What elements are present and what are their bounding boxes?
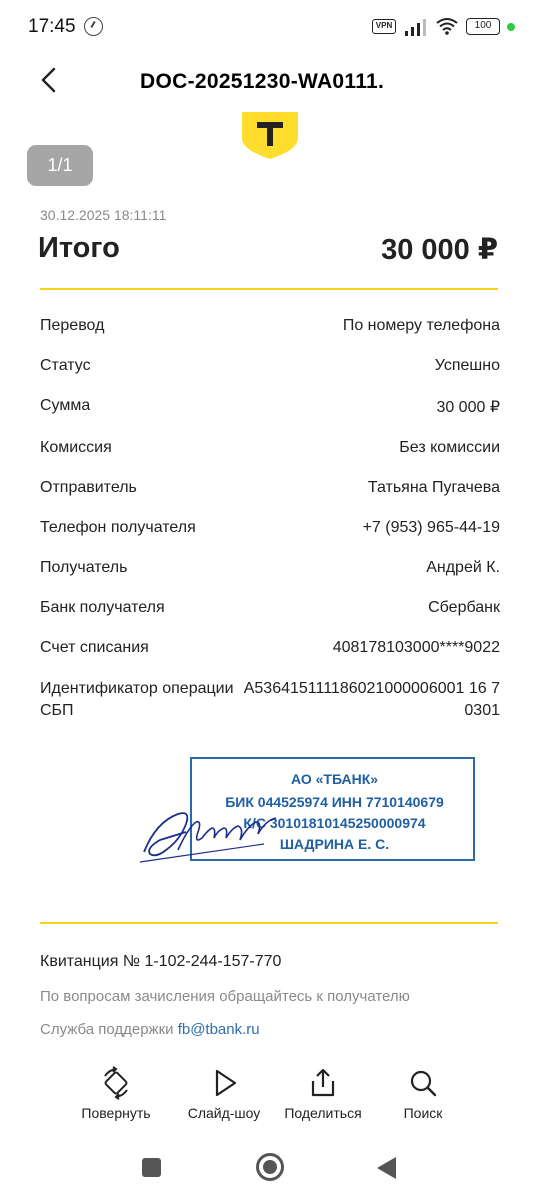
row-value: Успешно <box>434 357 500 374</box>
total-label: Итого <box>38 232 120 264</box>
do-not-disturb-icon <box>84 17 103 36</box>
row-value: Татьяна Пугачева <box>367 479 500 496</box>
share-label: Поделиться <box>284 1105 362 1121</box>
row-key: Сумма <box>40 397 91 414</box>
recipient-note: По вопросам зачисления обращайтесь к получателю <box>40 988 410 1005</box>
row-key: Отправитель <box>40 479 137 496</box>
search-button[interactable] <box>373 1066 473 1121</box>
share-button[interactable] <box>273 1066 373 1121</box>
support-label: Служба поддержки <box>40 1021 174 1038</box>
row-key: Счет списания <box>40 639 149 656</box>
search-icon <box>406 1066 440 1100</box>
vpn-icon: VPN <box>372 19 396 34</box>
row-value: По номеру телефона <box>342 317 500 334</box>
slideshow-label: Слайд-шоу <box>187 1105 261 1121</box>
back-arrow-icon[interactable] <box>36 66 64 94</box>
support-line <box>40 1021 260 1038</box>
home-button[interactable] <box>256 1153 284 1181</box>
support-email-link[interactable]: fb@tbank.ru <box>177 1021 260 1038</box>
status-bar <box>0 0 540 56</box>
tbank-logo <box>242 112 298 160</box>
search-label: Поиск <box>403 1105 443 1121</box>
divider-bottom <box>40 922 498 924</box>
row-key: Комиссия <box>40 439 112 456</box>
nav-back-button[interactable] <box>377 1157 396 1179</box>
row-key: Получатель <box>40 559 128 576</box>
row-key: Статус <box>40 357 91 374</box>
row-key: Перевод <box>40 317 105 334</box>
rotate-button[interactable] <box>66 1066 166 1121</box>
share-icon <box>306 1066 340 1100</box>
row-key: Идентификатор операции СБП <box>40 680 234 719</box>
row-value: A536415111186021000006001 16 70301 <box>243 680 500 719</box>
rotate-label: Повернуть <box>81 1105 151 1121</box>
divider-top <box>40 288 498 290</box>
stamp-bank-name: АО «ТБАНК» <box>290 771 379 787</box>
status-time: 17:45 <box>28 16 76 37</box>
stamp-bik-inn: БИК 044525974 ИНН 7710140679 <box>225 794 444 810</box>
page-indicator: 1/1 <box>27 145 93 186</box>
row-value: 408178103000****9022 <box>332 639 500 656</box>
row-value: Сбербанк <box>428 599 500 616</box>
wifi-icon <box>436 17 458 35</box>
receipt-datetime: 30.12.2025 18:11:11 <box>40 207 167 223</box>
row-value: Без комиссии <box>399 439 500 456</box>
row-value: 30 000 ₽ <box>436 399 500 416</box>
recent-apps-button[interactable] <box>142 1158 161 1177</box>
row-value: +7 (953) 965-44-19 <box>362 519 500 536</box>
receipt-number: Квитанция № 1-102-244-157-770 <box>40 953 282 970</box>
signal-icon <box>404 18 428 36</box>
privacy-indicator-dot <box>507 23 515 31</box>
stamp-signatory: ШАДРИНА Е. С. <box>279 836 390 852</box>
row-key: Банк получателя <box>40 599 165 616</box>
rotate-icon <box>99 1066 133 1100</box>
play-icon <box>207 1066 241 1100</box>
handwritten-signature <box>136 792 286 870</box>
row-value: Андрей К. <box>426 559 500 576</box>
battery-icon: 100 <box>466 18 500 35</box>
document-title: DOC-20251230-WA0111. <box>140 70 385 93</box>
row-key: Телефон получателя <box>40 519 196 536</box>
total-value: 30 000 ₽ <box>381 234 498 266</box>
stamp-correspondent-account: К/С 30101810145250000974 <box>243 815 426 831</box>
slideshow-button[interactable] <box>174 1066 274 1121</box>
